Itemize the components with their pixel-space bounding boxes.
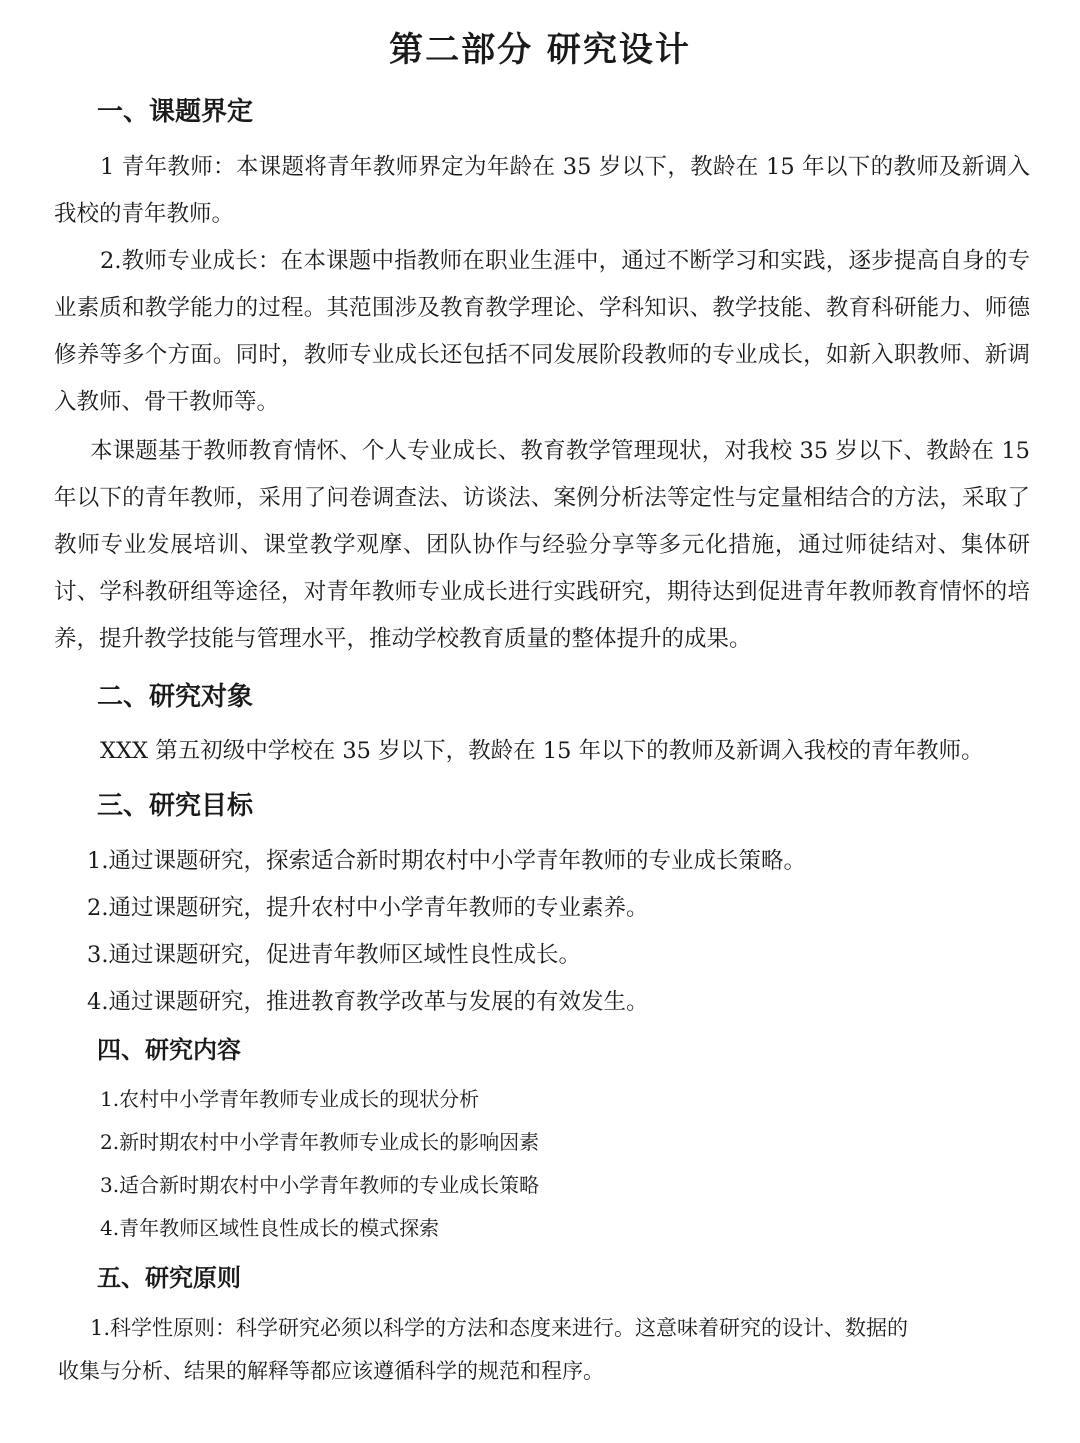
list-item: 2.通过课题研究，提升农村中小学青年教师的专业素养。: [87, 895, 649, 921]
page-title: 第二部分 研究设计: [389, 30, 691, 70]
section-heading-content: 四、研究内容: [97, 1035, 241, 1064]
section-heading-goals: 三、研究目标: [97, 791, 254, 821]
list-item: 4.通过课题研究，推进教育教学改革与发展的有效发生。: [87, 989, 649, 1015]
paragraph-subjects: XXX 第五初级中学校在 35 岁以下，教龄在 15 年以下的教师及新调入我校的青年教师。: [100, 738, 984, 764]
paragraph-scientific-principle-line1: 1.科学性原则：科学研究必须以科学的方法和态度来进行。这意味着研究的设计、数据的: [90, 1316, 909, 1340]
list-item: 1.通过课题研究，探索适合新时期农村中小学青年教师的专业成长策略。: [87, 848, 806, 874]
paragraph-research-summary: 本课题基于教师教育情怀、个人专业成长、教育教学管理现状，对我校 35 岁以下、教龄在 15 年以下的青年教师，采用了问卷调查法、访谈法、案例分析法等定性与定量相结合的方法，采取了教师专业发展培训、课堂教学观摩、团队协作与经验分享等多元化措施，通过师徒结对、集体研讨、学科教研组等途径，对青年教师专业成长进行实践研究，期待达到促进青年教师教育情怀的培养，提升教学技能与管理水平，推动学校教育质量的整体提升的成果。: [54, 438, 1030, 652]
list-item: 2.新时期农村中小学青年教师专业成长的影响因素: [100, 1130, 540, 1154]
section-heading-subjects: 二、研究对象: [97, 682, 254, 712]
list-item: 1.农村中小学青年教师专业成长的现状分析: [100, 1087, 480, 1111]
list-item: 4.青年教师区域性良性成长的模式探索: [100, 1216, 440, 1240]
paragraph-young-teacher-definition: 1 青年教师：本课题将青年教师界定为年龄在 35 岁以下，教龄在 15 年以下的教师及新调入我校的青年教师。: [54, 154, 1030, 227]
section-heading-principles: 五、研究原则: [97, 1263, 241, 1292]
paragraph-scientific-principle-line2: 收集与分析、结果的解释等都应该遵循科学的规范和程序。: [58, 1359, 604, 1383]
list-item: 3.适合新时期农村中小学青年教师的专业成长策略: [100, 1173, 540, 1197]
list-item: 3.通过课题研究，促进青年教师区域性良性成长。: [87, 942, 581, 968]
paragraph-professional-growth-definition: 2.教师专业成长：在本课题中指教师在职业生涯中，通过不断学习和实践，逐步提高自身的专业素质和教学能力的过程。其范围涉及教育教学理论、学科知识、教学技能、教育科研能力、师德修养等多个方面。同时，教师专业成长还包括不同发展阶段教师的专业成长，如新入职教师、新调入教师、骨干教师等。: [54, 248, 1030, 415]
section-heading-definition: 一、课题界定: [97, 97, 254, 127]
